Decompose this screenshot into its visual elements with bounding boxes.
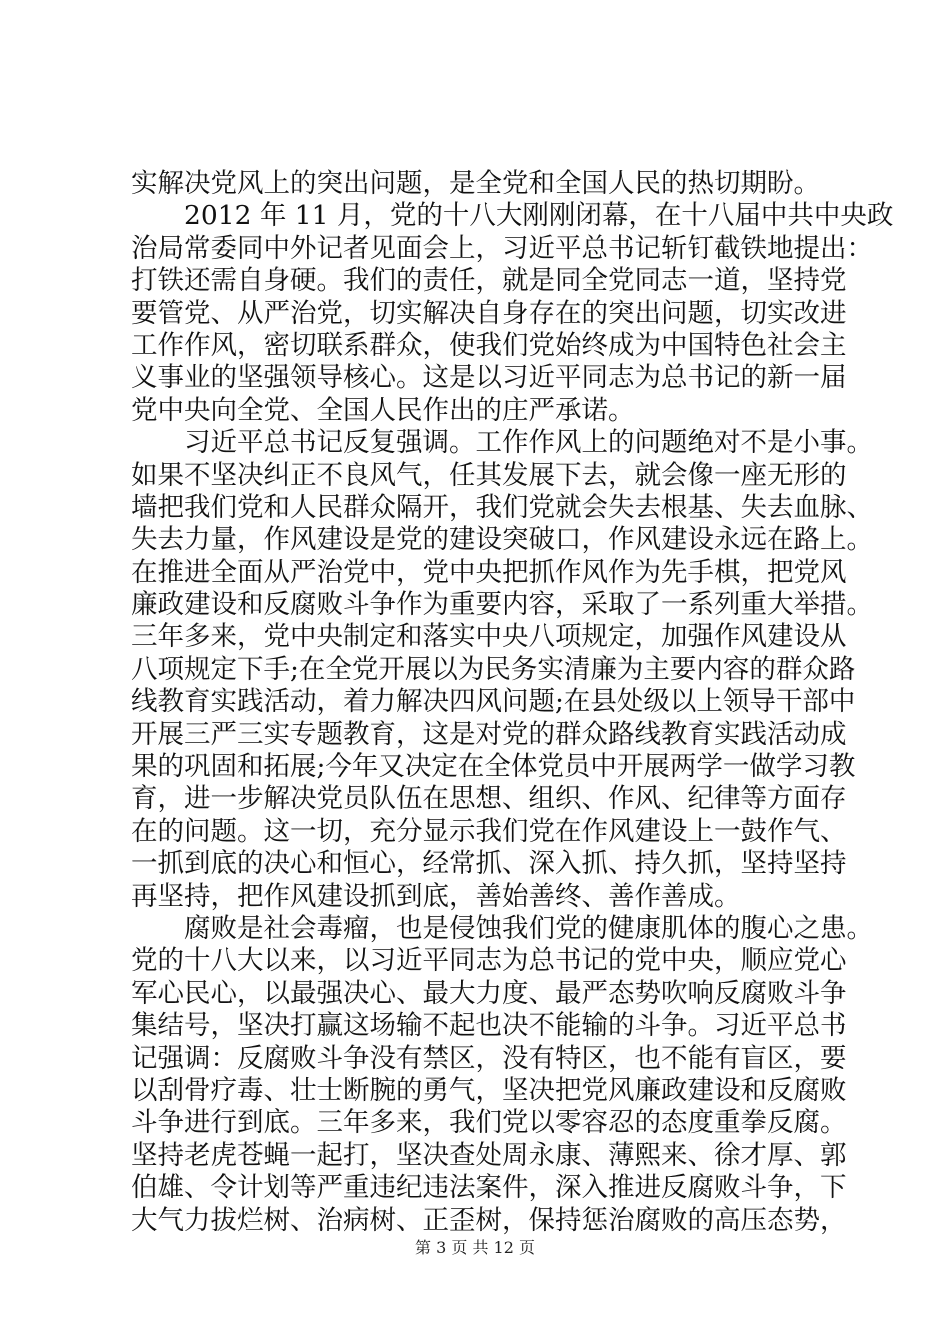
text-line: 在的问题。这一切，充分显示我们党在作风建设上一鼓作气、 [131, 815, 847, 847]
text-line: 伯雄、令计划等严重违纪违法案件，深入推进反腐败斗争，下 [131, 1172, 847, 1204]
text-line: 义事业的坚强领导核心。这是以习近平同志为总书记的新一届 [131, 362, 847, 394]
text-line: 斗争进行到底。三年多来，我们党以零容忍的态度重拳反腐。 [131, 1107, 847, 1139]
text-line: 线教育实践活动，着力解决四风问题;在县处级以上领导干部中 [131, 686, 856, 718]
paragraph-start-line: 腐败是社会毒瘤，也是侵蚀我们党的健康肌体的腹心之患。 [184, 912, 873, 944]
text-line: 廉政建设和反腐败斗争作为重要内容，采取了一系列重大举措。 [131, 589, 873, 621]
text-line: 一抓到底的决心和恒心，经常抓、深入抓、持久抓，坚持坚持 [131, 848, 847, 880]
body-text [131, 168, 894, 1237]
text-line: 实解决党风上的突出问题，是全党和全国人民的热切期盼。 [131, 168, 820, 199]
text-line: 失去力量，作风建设是党的建设突破口，作风建设永远在路上。 [131, 524, 873, 556]
paragraph-start-line: 习近平总书记反复强调。工作作风上的问题绝对不是小事。 [184, 427, 873, 459]
text-line: 育，进一步解决党员队伍在思想、组织、作风、纪律等方面存 [131, 783, 847, 815]
text-line: 墙把我们党和人民群众隔开，我们党就会失去根基、失去血脉、 [131, 491, 873, 523]
text-line: 党的十八大以来，以习近平同志为总书记的党中央，顺应党心 [131, 945, 847, 977]
text-line: 记强调：反腐败斗争没有禁区，没有特区，也不能有盲区，要 [131, 1042, 847, 1074]
text-line: 党中央向全党、全国人民作出的庄严承诺。 [131, 394, 635, 426]
text-line: 坚持老虎苍蝇一起打，坚决查处周永康、薄熙来、徐才厚、郭 [131, 1139, 847, 1171]
text-line: 集结号，坚决打赢这场输不起也决不能输的斗争。习近平总书 [131, 1010, 847, 1042]
text-line: 要管党、从严治党，切实解决自身存在的突出问题，切实改进 [131, 297, 847, 329]
text-line: 打铁还需自身硬。我们的责任，就是同全党同志一道，坚持党 [131, 265, 847, 297]
text-line: 开展三严三实专题教育，这是对党的群众路线教育实践活动成 [131, 718, 847, 750]
text-line: 以刮骨疗毒、壮士断腕的勇气，坚决把党风廉政建设和反腐败 [131, 1074, 847, 1106]
text-line: 大气力拔烂树、治病树、正歪树，保持惩治腐败的高压态势， [131, 1204, 847, 1236]
text-line: 军心民心，以最强决心、最大力度、最严态势吹响反腐败斗争 [131, 977, 847, 1009]
paragraph-start-line: 2012 年 11 月，党的十八大刚刚闭幕，在十八届中共中央政 [184, 200, 894, 232]
text-line: 在推进全面从严治党中，党中央把抓作风作为先手棋，把党风 [131, 556, 847, 588]
page-number-footer: 第 3 页 共 12 页 [415, 1238, 535, 1257]
text-line: 治局常委同中外记者见面会上，习近平总书记斩钉截铁地提出： [131, 232, 873, 264]
text-line: 果的巩固和拓展;今年又决定在全体党员中开展两学一做学习教 [131, 751, 856, 783]
text-line: 工作作风，密切联系群众，使我们党始终成为中国特色社会主 [131, 329, 847, 361]
text-line: 三年多来，党中央制定和落实中央八项规定，加强作风建设从 [131, 621, 847, 653]
text-line: 再坚持，把作风建设抓到底，善始善终、善作善成。 [131, 880, 741, 912]
text-line: 八项规定下手;在全党开展以为民务实清廉为主要内容的群众路 [131, 653, 856, 685]
text-line: 如果不坚决纠正不良风气，任其发展下去，就会像一座无形的 [131, 459, 847, 491]
